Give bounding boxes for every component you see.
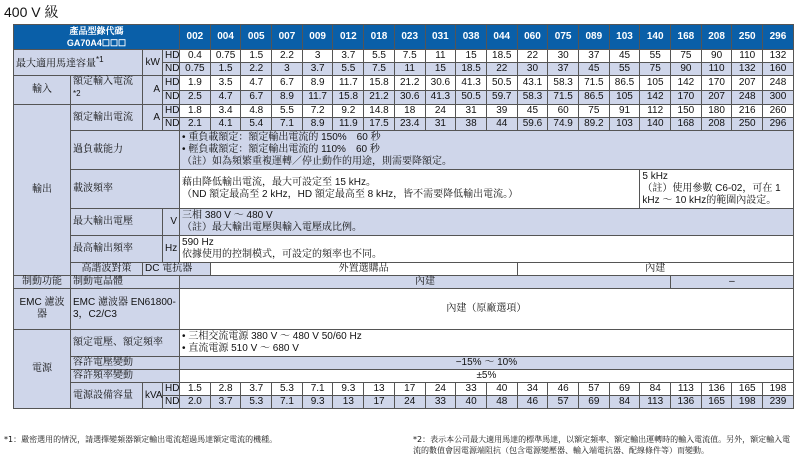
value-cell: 7.1 xyxy=(272,118,303,131)
value-cell: 17 xyxy=(364,396,395,409)
motor-label-cell xyxy=(14,50,143,76)
carrier-b-line-1: 5 kHz xyxy=(642,171,668,183)
voltage-line-2: （註）最大輸出電壓與輸入電壓成比例。 xyxy=(182,222,363,234)
value-cell: 33 xyxy=(456,383,487,396)
value-cell: 9.3 xyxy=(333,383,364,396)
value-cell: 30 xyxy=(517,63,548,76)
value-cell: 11.7 xyxy=(333,76,364,91)
value-cell: 75 xyxy=(671,50,702,63)
value-cell: 198 xyxy=(732,396,763,409)
emc-category: EMC 濾波器 xyxy=(14,289,71,330)
value-cell: 2.2 xyxy=(272,50,303,63)
model-label-cell xyxy=(14,25,180,50)
code-header: 208 xyxy=(701,25,732,50)
value-cell: 33 xyxy=(425,396,456,409)
voltage-label: 最大輸出電壓 xyxy=(71,209,163,236)
overload-label: 過負載能力 xyxy=(71,131,180,170)
value-cell: 4.7 xyxy=(210,90,241,105)
value-cell: 18.5 xyxy=(486,50,517,63)
value-cell: 113 xyxy=(640,396,671,409)
value-cell: 170 xyxy=(701,76,732,91)
value-cell: 21.2 xyxy=(364,90,395,105)
value-cell: 165 xyxy=(732,383,763,396)
value-cell: 8.9 xyxy=(272,90,303,105)
output-current-label: 額定輸出電流 xyxy=(71,105,143,131)
value-cell: 4.8 xyxy=(241,105,272,118)
value-cell: 4.1 xyxy=(210,118,241,131)
value-cell: 59.6 xyxy=(517,118,548,131)
value-cell: 11.7 xyxy=(302,90,333,105)
value-cell: 43.1 xyxy=(517,76,548,91)
value-cell: 60 xyxy=(548,105,579,118)
code-header: 168 xyxy=(671,25,702,50)
value-cell: 30.6 xyxy=(425,76,456,91)
value-cell: 7.5 xyxy=(394,50,425,63)
freq-fluct-label: 容許頻率變動 xyxy=(71,370,180,383)
value-cell: 30.6 xyxy=(394,90,425,105)
code-header: 009 xyxy=(302,25,333,50)
value-cell: 15 xyxy=(456,50,487,63)
overload-row xyxy=(14,131,794,170)
value-cell: 40 xyxy=(456,396,487,409)
value-cell: 132 xyxy=(763,50,794,63)
harmonic-value-b: 內建 xyxy=(517,263,793,276)
value-cell: 75 xyxy=(640,63,671,76)
harmonic-row xyxy=(14,263,794,276)
carrier-label: 載波頻率 xyxy=(71,170,180,209)
value-cell: 248 xyxy=(763,76,794,91)
power-category: 電源 xyxy=(14,330,71,409)
frequency-line-2: 依據使用的控制模式，可設定的頻率也不同。 xyxy=(182,249,383,261)
value-cell: 18.5 xyxy=(456,63,487,76)
carrier-text-b xyxy=(640,170,793,209)
motor-unit: kW xyxy=(143,50,163,76)
value-cell: 5.4 xyxy=(241,118,272,131)
volt-fluct-label: 容許電壓變動 xyxy=(71,357,180,370)
value-cell: 3 xyxy=(302,50,333,63)
overload-line-3: （註）如為頻繁重複運轉／停止動作的用途，則需要降額定。 xyxy=(182,156,453,168)
motor-hd-row xyxy=(14,50,794,63)
value-cell: 84 xyxy=(609,396,640,409)
voltage-text xyxy=(180,209,794,236)
value-cell: 17 xyxy=(394,383,425,396)
frequency-unit: Hz xyxy=(163,236,180,263)
value-cell: 58.3 xyxy=(517,90,548,105)
code-header: 023 xyxy=(394,25,425,50)
value-cell: 0.4 xyxy=(180,50,211,63)
braking-value-a: 內建 xyxy=(180,276,671,289)
value-cell: 71.5 xyxy=(548,90,579,105)
power-volt-fluct-row xyxy=(14,357,794,370)
value-cell: 37 xyxy=(548,63,579,76)
value-cell: 168 xyxy=(671,118,702,131)
value-cell: 86.5 xyxy=(578,90,609,105)
value-cell: 1.5 xyxy=(180,383,211,396)
value-cell: 7.1 xyxy=(272,396,303,409)
value-cell: 75 xyxy=(578,105,609,118)
value-cell: 91 xyxy=(609,105,640,118)
value-cell: 5.5 xyxy=(333,63,364,76)
code-header: 031 xyxy=(425,25,456,50)
carrier-a-line-2: （ND 額定最高至 2 kHz，HD 額定最高至 8 kHz，皆不需要降低輸出電流。） xyxy=(182,189,519,201)
code-header: 103 xyxy=(609,25,640,50)
power-rated-text xyxy=(180,330,794,357)
motor-label: 最大適用馬達容量 xyxy=(16,58,96,70)
mode-nd: ND xyxy=(163,396,180,409)
value-cell: 132 xyxy=(732,63,763,76)
input-note: *2 xyxy=(73,89,81,98)
value-cell: 15.8 xyxy=(364,76,395,91)
value-cell: 7.5 xyxy=(364,63,395,76)
value-cell: 248 xyxy=(732,90,763,105)
value-cell: 296 xyxy=(763,118,794,131)
value-cell: 9.3 xyxy=(302,396,333,409)
value-cell: 5.3 xyxy=(272,383,303,396)
value-cell: 170 xyxy=(671,90,702,105)
value-cell: 9.2 xyxy=(333,105,364,118)
value-cell: 1.5 xyxy=(210,63,241,76)
value-cell: 105 xyxy=(640,76,671,91)
value-cell: 45 xyxy=(609,50,640,63)
carrier-text-a xyxy=(180,170,640,209)
value-cell: 239 xyxy=(763,396,794,409)
value-cell: 58.3 xyxy=(548,76,579,91)
value-cell: 0.75 xyxy=(210,50,241,63)
voltage-line-1: 三相 380 V ～ 480 V xyxy=(182,210,273,222)
frequency-label: 最高輸出頻率 xyxy=(71,236,163,263)
value-cell: 260 xyxy=(763,105,794,118)
power-cap-label: 電源設備容量 xyxy=(71,383,143,409)
value-cell: 165 xyxy=(701,396,732,409)
input-category: 輸入 xyxy=(14,76,71,105)
mode-nd: ND xyxy=(163,118,180,131)
value-cell: 140 xyxy=(640,118,671,131)
value-cell: 18 xyxy=(394,105,425,118)
value-cell: 21.2 xyxy=(394,76,425,91)
value-cell: 103 xyxy=(609,118,640,131)
value-cell: 31 xyxy=(456,105,487,118)
carrier-b-line-2: （註）使用參數 C6-02，可在 1 kHz ～ 10 kHz的範圍內設定。 xyxy=(642,183,781,207)
value-cell: 300 xyxy=(763,90,794,105)
mode-hd: HD xyxy=(163,50,180,63)
footnote-1: *1：嚴密選用的情況，請選擇變頻器額定輸出電流超過馬達額定電流的機種。 xyxy=(4,435,278,444)
carrier-row xyxy=(14,170,794,209)
value-cell: 11.9 xyxy=(333,118,364,131)
value-cell: 208 xyxy=(701,118,732,131)
value-cell: 1.8 xyxy=(180,105,211,118)
braking-label: 制動電晶體 xyxy=(71,276,180,289)
voltage-row xyxy=(14,209,794,236)
value-cell: 150 xyxy=(671,105,702,118)
value-cell: 17.5 xyxy=(364,118,395,131)
braking-value-b: – xyxy=(671,276,794,289)
value-cell: 1.9 xyxy=(180,76,211,91)
frequency-row xyxy=(14,236,794,263)
value-cell: 86.5 xyxy=(609,76,640,91)
value-cell: 1.5 xyxy=(241,50,272,63)
value-cell: 39 xyxy=(486,105,517,118)
mode-nd: ND xyxy=(163,90,180,105)
value-cell: 160 xyxy=(763,63,794,76)
value-cell: 90 xyxy=(671,63,702,76)
value-cell: 14.8 xyxy=(364,105,395,118)
value-cell: 136 xyxy=(671,396,702,409)
value-cell: 198 xyxy=(763,383,794,396)
mode-nd: ND xyxy=(163,63,180,76)
model-code: GA70A4☐☐☐ xyxy=(66,38,127,48)
value-cell: 3.7 xyxy=(302,63,333,76)
value-cell: 250 xyxy=(732,118,763,131)
value-cell: 8.9 xyxy=(302,76,333,91)
code-header: 044 xyxy=(486,25,517,50)
value-cell: 216 xyxy=(732,105,763,118)
value-cell: 74.9 xyxy=(548,118,579,131)
carrier-a-line-1: 藉由降低輸出電流，最大可設定至 15 kHz。 xyxy=(182,177,376,189)
value-cell: 37 xyxy=(578,50,609,63)
value-cell: 31 xyxy=(425,118,456,131)
input-label: 額定輸入電流 xyxy=(73,76,133,87)
mode-hd: HD xyxy=(163,383,180,396)
power-rated-line-1: • 三相交流電源 380 V ～ 480 V 50/60 Hz xyxy=(182,331,362,343)
value-cell: 38 xyxy=(456,118,487,131)
code-header: 007 xyxy=(272,25,303,50)
mode-hd: HD xyxy=(163,76,180,91)
value-cell: 11 xyxy=(425,50,456,63)
value-cell: 3.7 xyxy=(241,383,272,396)
value-cell: 59.7 xyxy=(486,90,517,105)
value-cell: 45 xyxy=(517,105,548,118)
code-header: 018 xyxy=(364,25,395,50)
freq-fluct-value: ±5% xyxy=(180,370,794,383)
overload-text xyxy=(180,131,794,170)
volt-fluct-value: −15% ～ 10% xyxy=(180,357,794,370)
value-cell: 48 xyxy=(486,396,517,409)
harmonic-category: 高諧波對策 xyxy=(71,263,143,276)
value-cell: 46 xyxy=(517,396,548,409)
value-cell: 110 xyxy=(701,63,732,76)
value-cell: 45 xyxy=(578,63,609,76)
code-header: 004 xyxy=(210,25,241,50)
value-cell: 30 xyxy=(548,50,579,63)
value-cell: 15 xyxy=(425,63,456,76)
spec-table xyxy=(13,24,794,409)
power-rated-line-2: • 直流電源 510 V ～ 680 V xyxy=(182,343,299,355)
value-cell: 207 xyxy=(701,90,732,105)
value-cell: 55 xyxy=(609,63,640,76)
value-cell: 3.4 xyxy=(210,105,241,118)
value-cell: 13 xyxy=(333,396,364,409)
value-cell: 3 xyxy=(272,63,303,76)
header-row xyxy=(14,25,794,50)
frequency-text xyxy=(180,236,794,263)
value-cell: 50.5 xyxy=(486,76,517,91)
value-cell: 71.5 xyxy=(578,76,609,91)
value-cell: 3.7 xyxy=(333,50,364,63)
value-cell: 24 xyxy=(425,383,456,396)
value-cell: 34 xyxy=(517,383,548,396)
code-header: 075 xyxy=(548,25,579,50)
power-cap-unit: kVA xyxy=(143,383,163,409)
value-cell: 8.9 xyxy=(302,118,333,131)
code-header: 060 xyxy=(517,25,548,50)
code-header: 012 xyxy=(333,25,364,50)
input-hd-row xyxy=(14,76,794,91)
input-unit: A xyxy=(143,76,163,105)
value-cell: 57 xyxy=(578,383,609,396)
code-header: 296 xyxy=(763,25,794,50)
overload-line-2: • 輕負載額定：額定輸出電流的 110% 60 秒 xyxy=(182,144,380,156)
value-cell: 5.3 xyxy=(241,396,272,409)
code-header: 038 xyxy=(456,25,487,50)
value-cell: 6.7 xyxy=(272,76,303,91)
frequency-line-1: 590 Hz xyxy=(182,237,214,249)
value-cell: 13 xyxy=(364,383,395,396)
value-cell: 69 xyxy=(578,396,609,409)
value-cell: 207 xyxy=(732,76,763,91)
code-header: 005 xyxy=(241,25,272,50)
mode-hd: HD xyxy=(163,105,180,118)
value-cell: 142 xyxy=(671,76,702,91)
value-cell: 55 xyxy=(640,50,671,63)
page-title: 400 V 級 xyxy=(4,4,59,20)
value-cell: 24 xyxy=(394,396,425,409)
value-cell: 46 xyxy=(548,383,579,396)
value-cell: 41.3 xyxy=(456,76,487,91)
value-cell: 113 xyxy=(671,383,702,396)
emc-row xyxy=(14,289,794,330)
output-current-unit: A xyxy=(143,105,163,131)
code-header: 250 xyxy=(732,25,763,50)
value-cell: 136 xyxy=(701,383,732,396)
emc-label: EMC 濾波器 EN61800-3，C2/C3 xyxy=(71,289,180,330)
code-header: 089 xyxy=(578,25,609,50)
value-cell: 57 xyxy=(548,396,579,409)
value-cell: 2.0 xyxy=(180,396,211,409)
value-cell: 5.5 xyxy=(272,105,303,118)
value-cell: 22 xyxy=(486,63,517,76)
value-cell: 2.8 xyxy=(210,383,241,396)
power-rated-label: 額定電壓、額定頻率 xyxy=(71,330,180,357)
value-cell: 180 xyxy=(701,105,732,118)
value-cell: 2.5 xyxy=(180,90,211,105)
value-cell: 105 xyxy=(609,90,640,105)
value-cell: 112 xyxy=(640,105,671,118)
value-cell: 7.2 xyxy=(302,105,333,118)
footnote-2: *2：表示本公司最大適用馬達的標準馬達，以額定頻率、額定輸出運轉時的輸入電流值。另外，額定輸入電流的數值會因電源端阻抗（包含電源變壓器、輸入端電抗器、配線條件等）而變動。 xyxy=(413,435,791,455)
value-cell: 90 xyxy=(701,50,732,63)
value-cell: 89.2 xyxy=(578,118,609,131)
value-cell: 50.5 xyxy=(456,90,487,105)
value-cell: 142 xyxy=(640,90,671,105)
value-cell: 69 xyxy=(609,383,640,396)
value-cell: 15.8 xyxy=(333,90,364,105)
power-rated-row xyxy=(14,330,794,357)
power-cap-hd-row xyxy=(14,383,794,396)
braking-row xyxy=(14,276,794,289)
value-cell: 22 xyxy=(517,50,548,63)
value-cell: 110 xyxy=(732,50,763,63)
value-cell: 3.7 xyxy=(210,396,241,409)
value-cell: 40 xyxy=(486,383,517,396)
motor-note: *1 xyxy=(96,55,104,65)
braking-category: 制動功能 xyxy=(14,276,71,289)
power-freq-fluct-row xyxy=(14,370,794,383)
harmonic-label: DC 電抗器 xyxy=(143,263,211,276)
output-hd-row xyxy=(14,105,794,118)
value-cell: 7.1 xyxy=(302,383,333,396)
value-cell: 11 xyxy=(394,63,425,76)
input-label-cell xyxy=(71,76,143,105)
value-cell: 3.5 xyxy=(210,76,241,91)
output-category: 輸出 xyxy=(14,105,71,276)
value-cell: 4.7 xyxy=(241,76,272,91)
value-cell: 2.2 xyxy=(241,63,272,76)
harmonic-value-a: 外置選購品 xyxy=(210,263,517,276)
emc-value: 內建（原廠選項） xyxy=(180,289,794,330)
voltage-unit: V xyxy=(163,209,180,236)
value-cell: 84 xyxy=(640,383,671,396)
code-header: 140 xyxy=(640,25,671,50)
value-cell: 5.5 xyxy=(364,50,395,63)
code-header: 002 xyxy=(180,25,211,50)
value-cell: 24 xyxy=(425,105,456,118)
model-label: 產品型錄代碼 xyxy=(69,26,124,36)
overload-line-1: • 重負載額定：額定輸出電流的 150% 60 秒 xyxy=(182,132,381,144)
value-cell: 6.7 xyxy=(241,90,272,105)
value-cell: 44 xyxy=(486,118,517,131)
value-cell: 41.3 xyxy=(425,90,456,105)
value-cell: 23.4 xyxy=(394,118,425,131)
value-cell: 0.75 xyxy=(180,63,211,76)
value-cell: 2.1 xyxy=(180,118,211,131)
